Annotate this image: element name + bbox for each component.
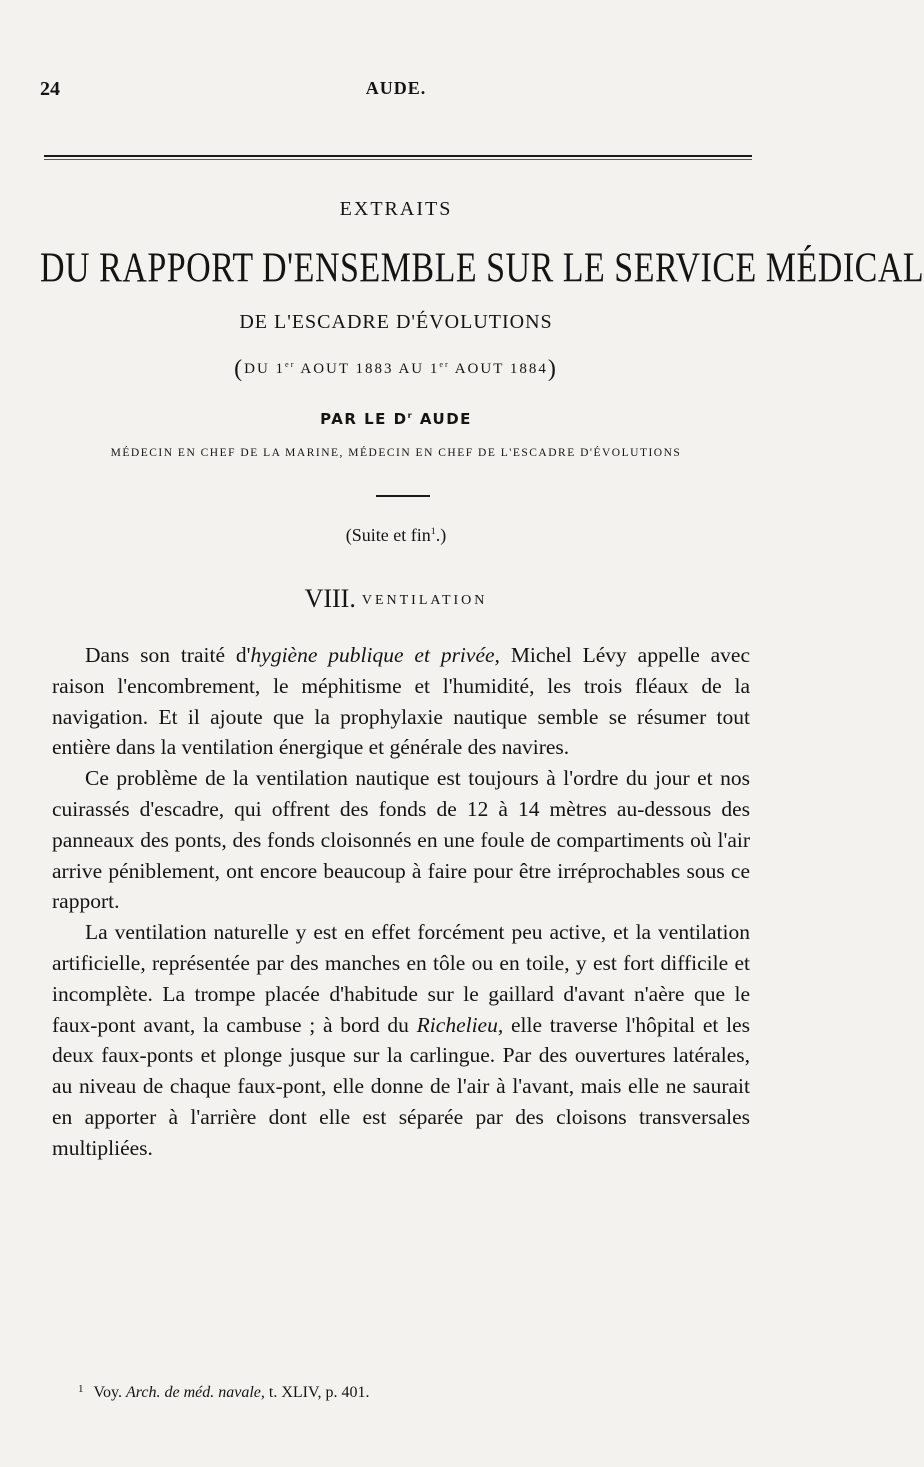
p1-text-b: Michel Lévy appelle avec raison l'encombrement, le méphitisme et l'humidité, les trois fléaux de la navigation. Et il ajoute que la prophylaxie nautique semble se résumer tout entière dans la ventilation énergique et générale des navires. bbox=[52, 643, 751, 760]
paragraph-2: Ce problème de la ventilation nautique est toujours à l'ordre du jour et nos cuirassés d'escadre, qui offrent des fonds de 12 à 14 mètres au-dessous des panneaux des ponts, des fonds cloisonnés en une foule de compartiments où l'air arrive péniblement, ont encore beaucoup à faire pour être irréprochables sous ce rapport. bbox=[52, 766, 750, 914]
author-name: AUDE bbox=[413, 410, 472, 428]
p1-italic: hygiène publique et privée, bbox=[250, 643, 500, 667]
dates-line: (DU 1er AOUT 1883 AU 1er AOUT 1884) bbox=[234, 356, 558, 382]
author-sup: r bbox=[407, 410, 414, 420]
suite-close: .) bbox=[435, 525, 447, 545]
author-line bbox=[40, 410, 752, 428]
suite-note bbox=[40, 525, 752, 546]
sub-title: DE L'ESCADRE D'ÉVOLUTIONS bbox=[239, 311, 553, 333]
author-title: MÉDECIN EN CHEF DE LA MARINE, MÉDECIN EN CHEF DE L'ESCADRE D'ÉVOLUTIONS bbox=[110, 447, 682, 459]
suite-footnote-mark: 1 bbox=[430, 526, 436, 537]
p3-italic: Richelieu, bbox=[416, 1012, 504, 1037]
footnote-mark: 1 bbox=[78, 1383, 84, 1395]
running-head: AUDE. bbox=[365, 78, 427, 98]
section-heading bbox=[40, 584, 752, 614]
footnote-text-b: t. XLIV, p. 401. bbox=[264, 1384, 370, 1401]
paragraph-3 bbox=[52, 917, 750, 1163]
header-rule bbox=[44, 155, 752, 157]
body-text bbox=[52, 640, 750, 1164]
main-title: DU RAPPORT D'ENSEMBLE SUR LE SERVICE MÉDICAL bbox=[40, 245, 924, 292]
dates-du: DU 1 bbox=[244, 361, 286, 377]
header-rule-thin bbox=[44, 159, 752, 160]
dates-er-2: er bbox=[439, 360, 450, 369]
footnote-text-a: Voy. bbox=[93, 1384, 126, 1401]
page-number: 24 bbox=[40, 78, 60, 100]
section-numeral: VIII. bbox=[304, 584, 356, 613]
footnote bbox=[78, 1383, 750, 1402]
footnote-italic: Arch. de méd. navale, bbox=[125, 1384, 265, 1401]
p3-text-b: elle traverse l'hôpital et les deux faux-ponts et plonge jusque sur la carlingue. Par des ouvertures latérales, au niveau de chaque faux-pont, elle donne de l'air à l'avant, mais elle ne saurait en apporter à l'arrière dont elle est séparée par des cloisons transversales multipliées. bbox=[52, 1012, 751, 1160]
dates-end: AOUT 1884 bbox=[449, 361, 548, 377]
extraits-heading: EXTRAITS bbox=[339, 198, 453, 220]
separator-rule bbox=[376, 495, 430, 497]
section-label: VENTILATION bbox=[361, 593, 488, 608]
p1-text-a: Dans son traité d' bbox=[85, 643, 251, 667]
suite-text: (Suite et fin bbox=[345, 525, 431, 545]
author-prefix: PAR LE D bbox=[320, 410, 408, 428]
p3-text-a: La ventilation naturelle y est en effet forcément peu active, et la ventilation artificielle, représentée par des manches en tôle ou en toile, y est fort difficile et incomplète. La trompe placée d'habitude sur le gaillard d'avant n'aère que le faux-pont avant, la cambuse ; à bord du bbox=[52, 920, 750, 1037]
page-header bbox=[40, 78, 752, 106]
paragraph-1 bbox=[52, 640, 750, 763]
dates-mid: AOUT 1883 AU 1 bbox=[295, 361, 440, 377]
dates-er-1: er bbox=[285, 360, 296, 369]
